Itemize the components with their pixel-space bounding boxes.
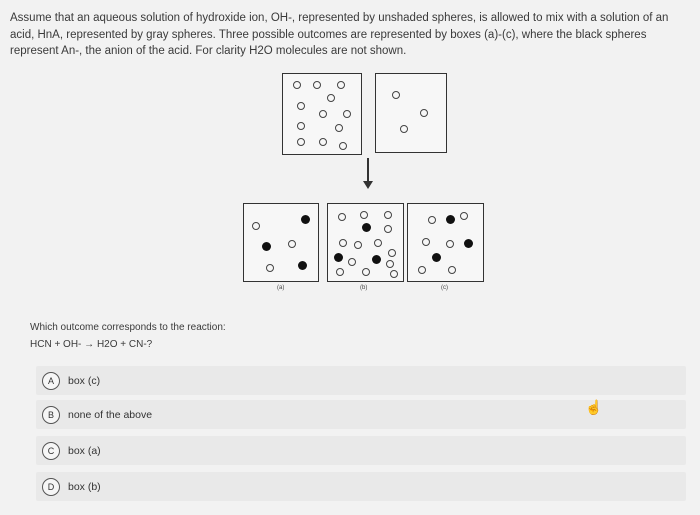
hydroxide-sphere	[297, 102, 305, 110]
outcome-box-b	[327, 203, 404, 282]
hydroxide-sphere	[319, 110, 327, 118]
hand-pointer-icon: ☝	[585, 399, 603, 415]
question-prompt: Assume that an aqueous solution of hydroxide ion, OH-, represented by unshaded spheres, is allowed to mix with a solution of an acid, HnA, represented by gray spheres. Three possible outcomes are represented by boxes (a)-(c), where the black spheres represent An-, the anion of the acid. For clarity H2O molecules are not shown.	[10, 12, 669, 57]
anion-sphere	[464, 239, 473, 248]
hydroxide-sphere	[266, 264, 274, 272]
hydroxide-sphere	[335, 124, 343, 132]
option-b-letter: B	[42, 406, 60, 424]
hydroxide-sphere	[288, 240, 296, 248]
hydroxide-sphere	[386, 260, 394, 268]
acid-sphere	[392, 91, 400, 99]
hydroxide-sphere	[297, 138, 305, 146]
hydroxide-sphere	[293, 81, 301, 89]
hydroxide-sphere	[313, 81, 321, 89]
hydroxide-box	[282, 73, 362, 155]
hydroxide-sphere	[390, 270, 398, 278]
anion-sphere	[446, 215, 455, 224]
hydroxide-sphere	[327, 94, 335, 102]
acid-box	[375, 73, 447, 153]
hydroxide-sphere	[374, 239, 382, 247]
option-c-label: box (a)	[68, 444, 101, 457]
question-text	[30, 319, 226, 353]
answer-option-c[interactable]	[36, 436, 686, 465]
question-line-1: Which outcome corresponds to the reaction:	[30, 322, 226, 333]
anion-sphere	[432, 253, 441, 262]
hydroxide-sphere	[388, 249, 396, 257]
hydroxide-sphere	[348, 258, 356, 266]
hydroxide-sphere	[460, 212, 468, 220]
anion-sphere	[372, 255, 381, 264]
answer-option-d[interactable]	[36, 472, 686, 501]
box-a-caption: (a)	[277, 285, 285, 291]
option-a-letter: A	[42, 372, 60, 390]
outcome-box-a	[243, 203, 319, 282]
hydroxide-sphere	[336, 268, 344, 276]
option-d-letter: D	[42, 478, 60, 496]
box-c-caption: (c)	[441, 285, 448, 291]
hydroxide-sphere	[338, 213, 346, 221]
hydroxide-sphere	[446, 240, 454, 248]
outcome-box-c	[407, 203, 484, 282]
option-d-label: box (b)	[68, 480, 101, 493]
anion-sphere	[262, 242, 271, 251]
hydroxide-sphere	[297, 122, 305, 130]
hydroxide-sphere	[360, 211, 368, 219]
question-line-2: HCN + OH- → H2O + CN-?	[30, 339, 153, 350]
hydroxide-sphere	[339, 142, 347, 150]
hydroxide-sphere	[354, 241, 362, 249]
option-a-label: box (c)	[68, 374, 101, 387]
mixing-arrow-head	[363, 181, 373, 189]
hydroxide-sphere	[448, 266, 456, 274]
hydroxide-sphere	[362, 268, 370, 276]
hydroxide-sphere	[337, 81, 345, 89]
hydroxide-sphere	[319, 138, 327, 146]
option-c-letter: C	[42, 442, 60, 460]
box-b-caption: (b)	[360, 285, 368, 291]
anion-sphere	[334, 253, 343, 262]
hydroxide-sphere	[428, 216, 436, 224]
hydroxide-sphere	[422, 238, 430, 246]
hydroxide-sphere	[339, 239, 347, 247]
anion-sphere	[298, 261, 307, 270]
acid-sphere	[400, 125, 408, 133]
hydroxide-sphere	[418, 266, 426, 274]
option-b-label: none of the above	[68, 408, 153, 421]
anion-sphere	[362, 223, 371, 232]
answer-option-a[interactable]	[36, 366, 686, 395]
mixing-arrow	[367, 158, 369, 182]
hydroxide-sphere	[384, 211, 392, 219]
anion-sphere	[301, 215, 310, 224]
hydroxide-sphere	[343, 110, 351, 118]
hydroxide-sphere	[252, 222, 260, 230]
hydroxide-sphere	[384, 225, 392, 233]
acid-sphere	[420, 109, 428, 117]
